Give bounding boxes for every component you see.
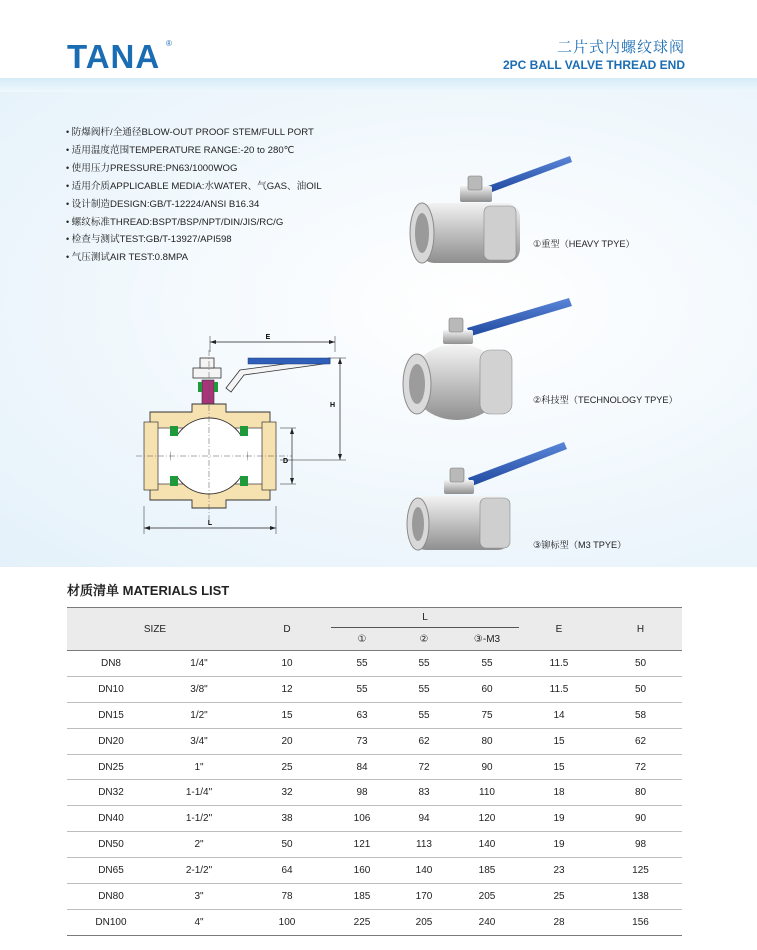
cell-l1: 185 <box>331 884 393 910</box>
cell-e: 18 <box>519 780 599 806</box>
cell-l2: 83 <box>393 780 455 806</box>
feature-item: • 螺纹标准THREAD:BSPT/BSP/NPT/DIN/JIS/RC/G <box>66 214 322 232</box>
cell-l2: 205 <box>393 909 455 935</box>
cell-l3: 120 <box>455 806 519 832</box>
cell-size: 3/4" <box>155 728 243 754</box>
cell-size: 2" <box>155 832 243 858</box>
table-row <box>67 832 682 858</box>
cell-dn: DN20 <box>67 728 155 754</box>
dimension-d-label: D <box>282 458 288 465</box>
cell-dn: DN15 <box>67 702 155 728</box>
table-row <box>67 676 682 702</box>
feature-item: • 设计制造DESIGN:GB/T-12224/ANSI B16.34 <box>66 196 322 214</box>
technology-type-valve-image <box>395 292 580 432</box>
cell-l2: 55 <box>393 702 455 728</box>
table-row <box>67 858 682 884</box>
cell-l1: 84 <box>331 754 393 780</box>
feature-item: • 适用介质APPLICABLE MEDIA:水WATER、气GAS、油OIL <box>66 178 322 196</box>
header-d: D <box>283 623 291 635</box>
materials-table <box>67 607 682 936</box>
cell-d: 12 <box>243 676 331 702</box>
cell-e: 14 <box>519 702 599 728</box>
page-header <box>0 0 757 82</box>
cell-dn: DN10 <box>67 676 155 702</box>
cell-e: 28 <box>519 909 599 935</box>
cell-size: 3" <box>155 884 243 910</box>
feature-item: • 防爆阀杆/全通径BLOW-OUT PROOF STEM/FULL PORT <box>66 124 322 142</box>
cell-l1: 98 <box>331 780 393 806</box>
cell-l3: 90 <box>455 754 519 780</box>
dimension-l-label: L <box>207 520 213 527</box>
cell-h: 98 <box>599 832 682 858</box>
header-size: SIZE <box>143 623 167 635</box>
registered-mark: ® <box>166 39 172 48</box>
cell-e: 25 <box>519 884 599 910</box>
cell-size: 1" <box>155 754 243 780</box>
cell-dn: DN32 <box>67 780 155 806</box>
valve-technical-drawing <box>130 330 350 540</box>
cell-d: 64 <box>243 858 331 884</box>
header-l2: ② <box>393 628 455 651</box>
header-e: E <box>555 623 563 635</box>
table-row <box>67 909 682 935</box>
cell-dn: DN40 <box>67 806 155 832</box>
header-band <box>0 78 757 92</box>
cell-h: 90 <box>599 806 682 832</box>
m3-type-label: ③铆标型（M3 TPYE） <box>533 540 627 550</box>
cell-l1: 63 <box>331 702 393 728</box>
cell-d: 38 <box>243 806 331 832</box>
cell-size: 1-1/2" <box>155 806 243 832</box>
cell-e: 19 <box>519 832 599 858</box>
heavy-type-valve-image <box>400 148 580 278</box>
feature-list <box>66 124 322 267</box>
cell-dn: DN65 <box>67 858 155 884</box>
cell-h: 156 <box>599 909 682 935</box>
cell-d: 32 <box>243 780 331 806</box>
dimension-h-label: H <box>329 402 335 409</box>
cell-size: 1/2" <box>155 702 243 728</box>
table-row <box>67 884 682 910</box>
cell-size: 1-1/4" <box>155 780 243 806</box>
cell-l2: 170 <box>393 884 455 910</box>
cell-dn: DN50 <box>67 832 155 858</box>
cell-e: 11.5 <box>519 676 599 702</box>
cell-e: 15 <box>519 728 599 754</box>
table-row <box>67 780 682 806</box>
cell-l1: 73 <box>331 728 393 754</box>
cell-l2: 55 <box>393 676 455 702</box>
cell-e: 15 <box>519 754 599 780</box>
cell-l2: 62 <box>393 728 455 754</box>
cell-h: 58 <box>599 702 682 728</box>
feature-item: • 检查与测试TEST:GB/T-13927/API598 <box>66 231 322 249</box>
cell-l2: 140 <box>393 858 455 884</box>
cell-h: 62 <box>599 728 682 754</box>
cell-d: 25 <box>243 754 331 780</box>
cell-dn: DN25 <box>67 754 155 780</box>
cell-l3: 185 <box>455 858 519 884</box>
page-title-cn: 二片式内螺纹球阀 <box>556 39 685 56</box>
cell-l3: 80 <box>455 728 519 754</box>
cell-e: 23 <box>519 858 599 884</box>
page-title-en: 2PC BALL VALVE THREAD END <box>502 58 685 72</box>
cell-l3: 60 <box>455 676 519 702</box>
materials-title: 材质清单 MATERIALS LIST <box>67 583 230 598</box>
cell-dn: DN8 <box>67 651 155 677</box>
cell-e: 11.5 <box>519 651 599 677</box>
brand-logo: TANA <box>67 38 161 75</box>
cell-l1: 121 <box>331 832 393 858</box>
header-l3: ③-M3 <box>455 628 519 651</box>
cell-h: 50 <box>599 676 682 702</box>
feature-item: • 气压测试AIR TEST:0.8MPA <box>66 249 322 267</box>
cell-l3: 240 <box>455 909 519 935</box>
cell-l1: 55 <box>331 651 393 677</box>
cell-size: 2-1/2" <box>155 858 243 884</box>
cell-d: 20 <box>243 728 331 754</box>
cell-d: 78 <box>243 884 331 910</box>
cell-h: 72 <box>599 754 682 780</box>
cell-l2: 55 <box>393 651 455 677</box>
cell-h: 80 <box>599 780 682 806</box>
table-row <box>67 702 682 728</box>
dimension-e-label: E <box>265 334 271 341</box>
header-l1: ① <box>331 628 393 651</box>
table-row <box>67 754 682 780</box>
cell-h: 125 <box>599 858 682 884</box>
cell-l3: 205 <box>455 884 519 910</box>
header-h: H <box>636 623 645 635</box>
cell-l2: 94 <box>393 806 455 832</box>
cell-l3: 75 <box>455 702 519 728</box>
feature-item: • 使用压力PRESSURE:PN63/1000WOG <box>66 160 322 178</box>
cell-d: 15 <box>243 702 331 728</box>
cell-e: 19 <box>519 806 599 832</box>
cell-dn: DN100 <box>67 909 155 935</box>
cell-d: 100 <box>243 909 331 935</box>
feature-item: • 适用温度范围TEMPERATURE RANGE:-20 to 280℃ <box>66 142 322 160</box>
table-row <box>67 728 682 754</box>
cell-l3: 140 <box>455 832 519 858</box>
cell-l2: 113 <box>393 832 455 858</box>
cell-h: 50 <box>599 651 682 677</box>
header-l: L <box>422 612 428 623</box>
cell-l1: 55 <box>331 676 393 702</box>
cell-h: 138 <box>599 884 682 910</box>
heavy-type-label: ①重型（HEAVY TPYE） <box>533 239 635 249</box>
table-row <box>67 651 682 677</box>
cell-l1: 160 <box>331 858 393 884</box>
table-row <box>67 806 682 832</box>
cell-dn: DN80 <box>67 884 155 910</box>
cell-size: 1/4" <box>155 651 243 677</box>
cell-l1: 106 <box>331 806 393 832</box>
cell-size: 4" <box>155 909 243 935</box>
cell-d: 50 <box>243 832 331 858</box>
cell-l3: 55 <box>455 651 519 677</box>
technology-type-label: ②科技型（TECHNOLOGY TPYE） <box>533 395 678 405</box>
cell-l2: 72 <box>393 754 455 780</box>
cell-l3: 110 <box>455 780 519 806</box>
cell-d: 10 <box>243 651 331 677</box>
cell-l1: 225 <box>331 909 393 935</box>
cell-size: 3/8" <box>155 676 243 702</box>
